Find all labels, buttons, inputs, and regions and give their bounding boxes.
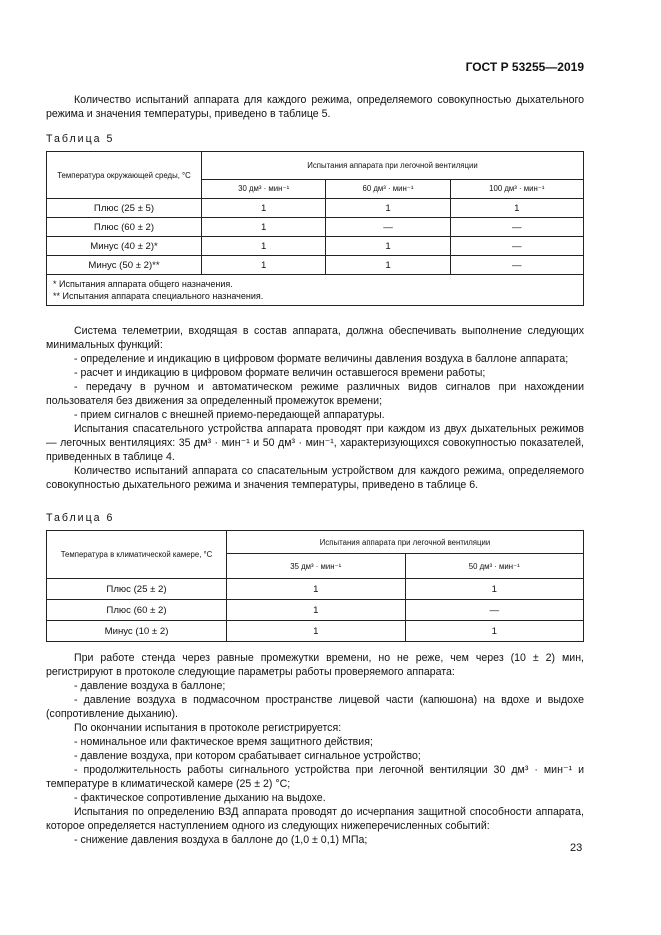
paragraph: - давление воздуха, при котором срабатывает сигнальное устройство; [74, 750, 421, 762]
paragraph: - расчет и индикацию в цифровом формате величин оставшегося времени работы; [74, 367, 486, 379]
table-note: * Испытания аппарата общего назначения. [53, 279, 233, 289]
table-row [47, 600, 584, 621]
table-cell: 1 [450, 199, 583, 218]
paragraph: Система телеметрии, входящая в состав аппарата, должна обеспечивать выполнение следующих минимальных функций: [46, 325, 584, 351]
table-cell: — [450, 256, 583, 275]
paragraph: Испытания по определению ВЗД аппарата проводят до исчерпания защитной способности аппарата, которое определяется наступлением одного из следующих нижеперечисленных событий: [46, 806, 584, 832]
table-cell: — [450, 237, 583, 256]
table-cell: 1 [227, 579, 406, 600]
paragraph: - давление воздуха в подмасочном пространстве лицевой части (капюшона) на вдохе и выдохе (сопротивление дыханию). [46, 694, 584, 720]
table-row [47, 621, 584, 642]
table-row [47, 256, 584, 275]
telemetry-section [46, 324, 584, 492]
table-header-cell: Температура окружающей среды, °С [47, 152, 202, 199]
table6-caption: Таблица 6 [46, 512, 115, 524]
table-header-cell: 30 дм³ · мин⁻¹ [202, 179, 326, 198]
table-cell: 1 [405, 579, 584, 600]
intro-paragraph [46, 93, 584, 121]
table-header-cell: 50 дм³ · мин⁻¹ [405, 554, 584, 579]
paragraph: По окончании испытания в протоколе регистрируется: [74, 722, 342, 734]
paragraph: - передачу в ручном и автоматическом режиме различных видов сигналов при нахождении пользователя без движения за определенный промежуток времени; [46, 381, 584, 407]
table-cell: — [450, 218, 583, 237]
paragraph: - снижение давления воздуха в баллоне до (1,0 ± 0,1) МПа; [74, 834, 368, 846]
table-row [47, 237, 584, 256]
table-header-cell: 100 дм³ · мин⁻¹ [450, 179, 583, 198]
table-cell: Минус (50 ± 2)** [47, 256, 202, 275]
table-cell: 1 [202, 256, 326, 275]
table-header-cell: Испытания аппарата при легочной вентиляции [227, 531, 584, 554]
protocol-section [46, 651, 584, 847]
paragraph: - фактическое сопротивление дыханию на выдохе. [74, 792, 326, 804]
table-cell: 1 [227, 600, 406, 621]
table-cell: Минус (40 ± 2)* [47, 237, 202, 256]
table-header-cell: Температура в климатической камере, °С [47, 531, 227, 579]
paragraph: Количество испытаний аппарата для каждого режима, определяемого совокупностью дыхательного режима и значения температуры, приведено в таблице 5. [46, 94, 584, 120]
table-cell: 1 [405, 621, 584, 642]
table-cell: 1 [202, 199, 326, 218]
paragraph: - прием сигналов с внешней приемо-передающей аппаратуры. [74, 409, 385, 421]
paragraph: Испытания спасательного устройства аппарата проводят при каждом из двух дыхательных режимов — легочных вентиляциях: 35 дм³ · мин⁻¹ и 50 дм³ · мин⁻¹, характеризующихся совокупностью показателей, приведенных в таблице 4. [46, 423, 584, 463]
table-header-cell: 35 дм³ · мин⁻¹ [227, 554, 406, 579]
table-6 [46, 530, 584, 642]
table-cell: 1 [326, 237, 450, 256]
table5-caption: Таблица 5 [46, 133, 115, 145]
table-cell: Плюс (60 ± 2) [47, 218, 202, 237]
paragraph: - продолжительность работы сигнального устройства при легочной вентиляции 30 дм³ · мин⁻¹ и температуре в климатической камере (25 ± 2) °С; [46, 764, 584, 790]
page-number: 23 [570, 842, 583, 854]
table-cell: 1 [202, 237, 326, 256]
paragraph: - определение и индикацию в цифровом формате величины давления воздуха в баллоне аппарата; [74, 353, 569, 365]
table-cell: Плюс (25 ± 2) [47, 579, 227, 600]
table-header-cell: 60 дм³ · мин⁻¹ [326, 179, 450, 198]
table-notes [47, 275, 584, 306]
table-header-cell: Испытания аппарата при легочной вентиляции [202, 152, 584, 180]
table-row [47, 218, 584, 237]
table-cell: 1 [227, 621, 406, 642]
paragraph: - номинальное или фактическое время защитного действия; [74, 736, 373, 748]
table-cell: 1 [326, 199, 450, 218]
table-cell: Минус (10 ± 2) [47, 621, 227, 642]
table-cell: — [405, 600, 584, 621]
table-cell: Плюс (60 ± 2) [47, 600, 227, 621]
table-5 [46, 151, 584, 306]
standard-number: ГОСТ Р 53255—2019 [465, 60, 584, 74]
table-cell: — [326, 218, 450, 237]
paragraph: Количество испытаний аппарата со спасательным устройством для каждого режима, определяемого совокупностью дыхательного режима и значения температуры, приведено в таблице 6. [46, 465, 584, 491]
table-cell: 1 [326, 256, 450, 275]
table-note: ** Испытания аппарата специального назначения. [53, 291, 264, 301]
paragraph: При работе стенда через равные промежутки времени, но не реже, чем через (10 ± 2) мин, регистрируют в протоколе следующие параметры работы проверяемого аппарата: [46, 652, 584, 678]
paragraph: - давление воздуха в баллоне; [74, 680, 226, 692]
table-row [47, 199, 584, 218]
table-row [47, 579, 584, 600]
table-cell: 1 [202, 218, 326, 237]
table-cell: Плюс (25 ± 5) [47, 199, 202, 218]
